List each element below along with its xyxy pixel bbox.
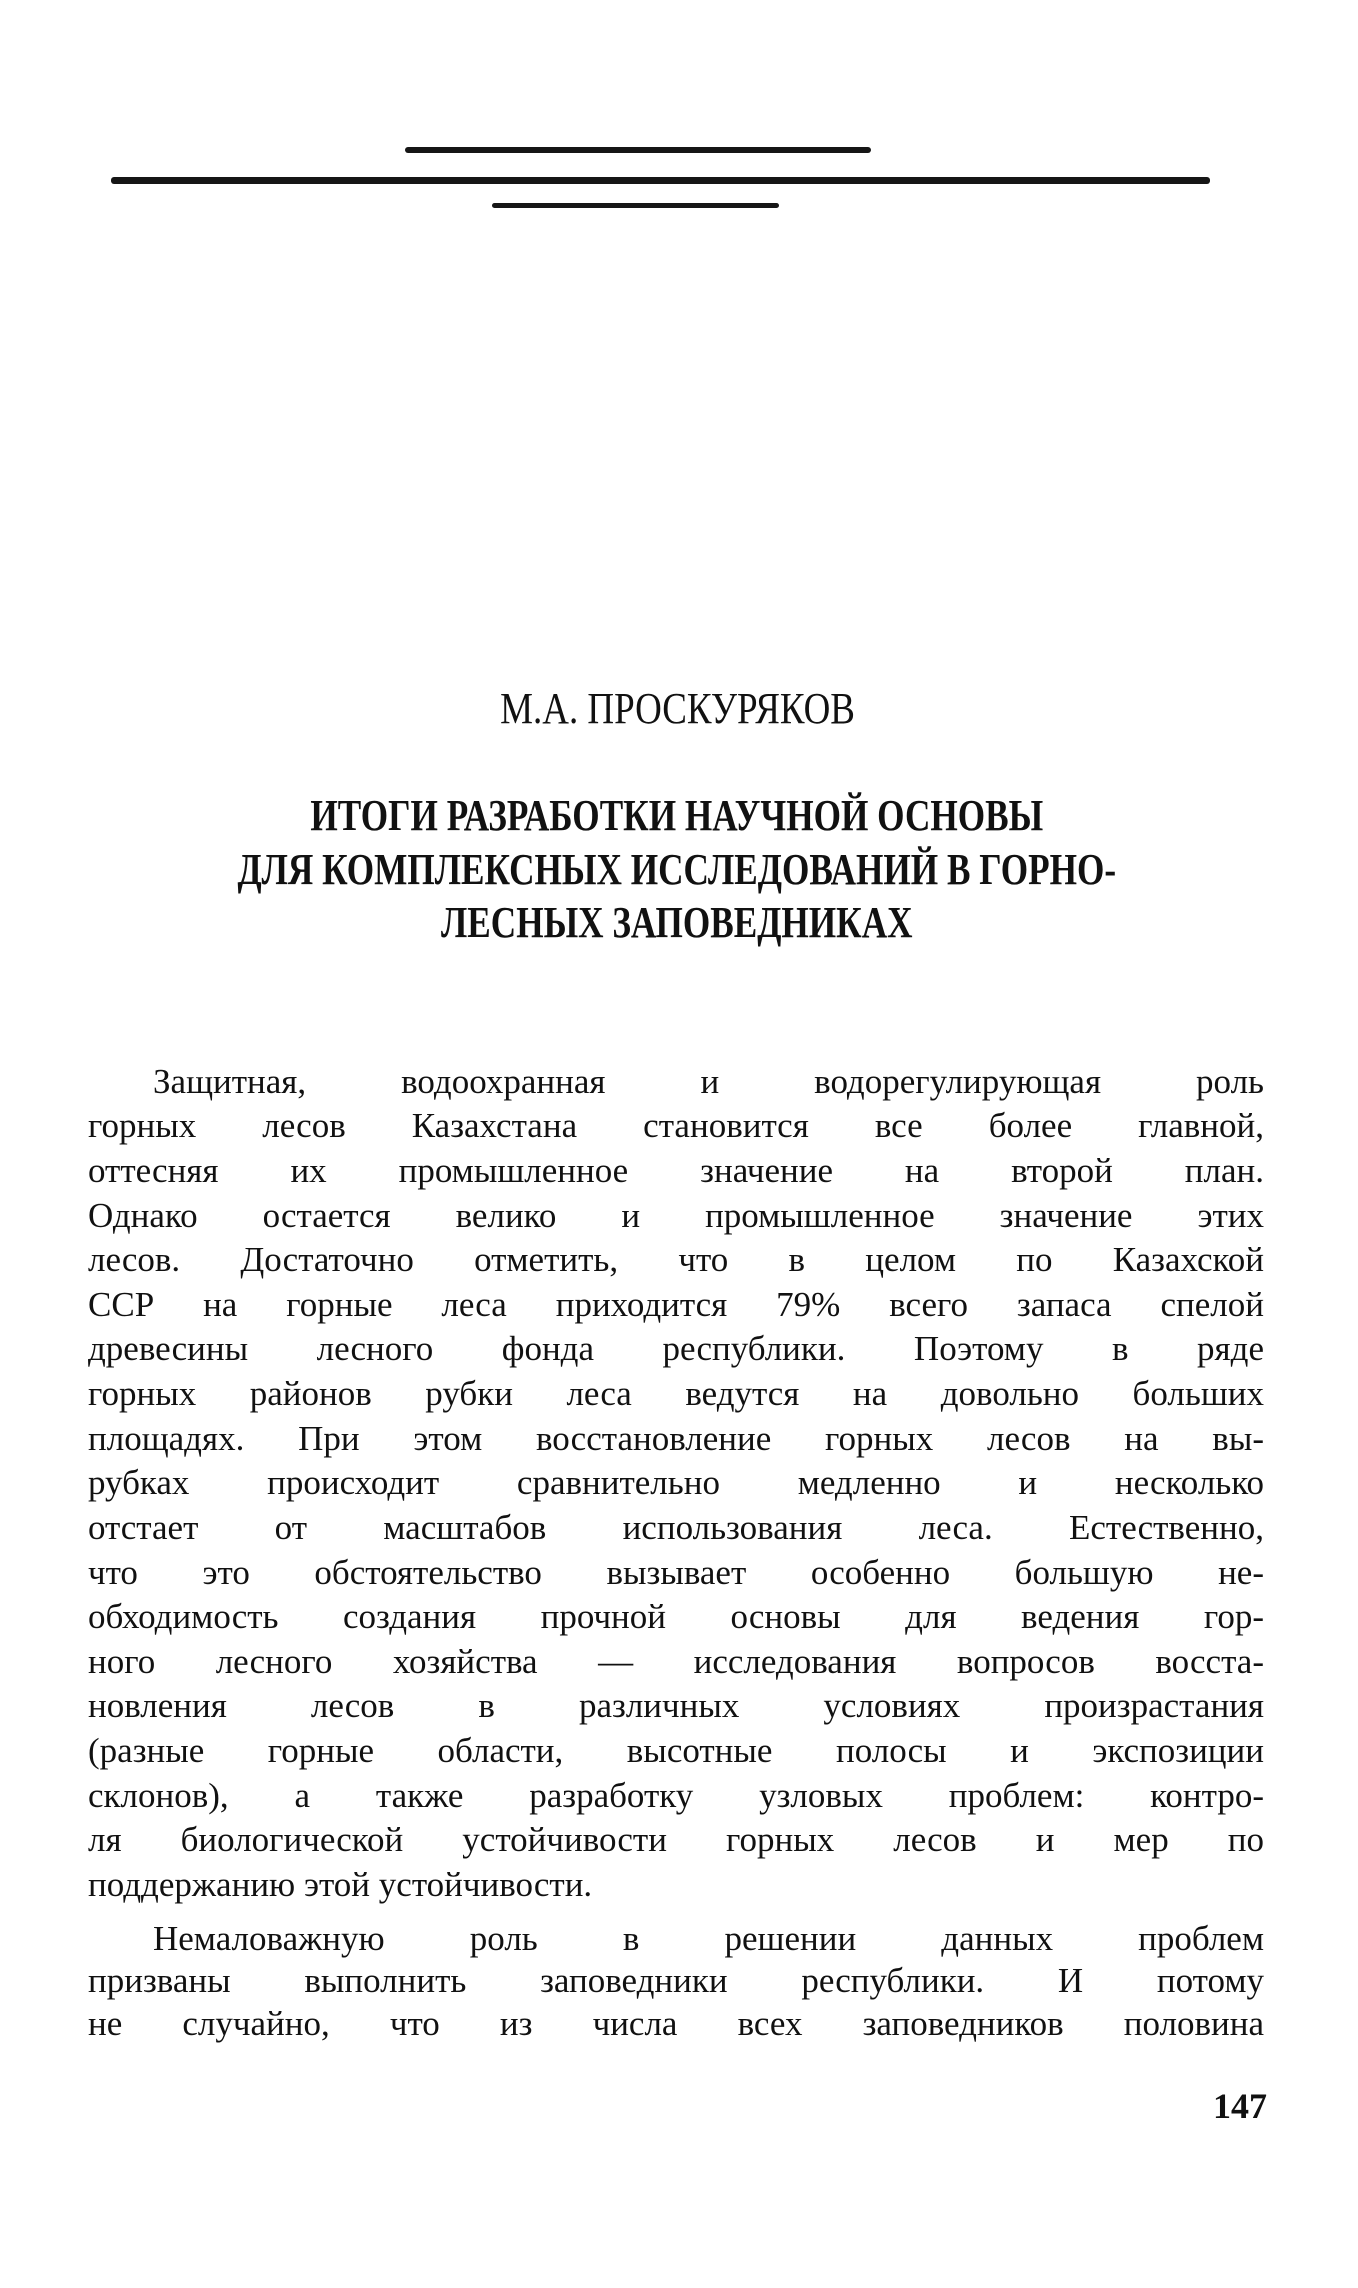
- body-line: что это обстоятельство вызывает особенно большую не-: [88, 1553, 1264, 1592]
- body-line: Однако остается велико и промышленное значение этих: [88, 1196, 1264, 1235]
- article-title-line: ИТОГИ РАЗРАБОТКИ НАУЧНОЙ ОСНОВЫ: [310, 791, 1044, 840]
- body-line: (разные горные области, высотные полосы и экспозиции: [88, 1731, 1264, 1770]
- body-line: поддержанию этой устойчивости.: [88, 1865, 593, 1904]
- body-line: горных лесов Казахстана становится все более главной,: [88, 1106, 1264, 1145]
- ornament-rule-middle: [111, 177, 1210, 184]
- body-line: ля биологической устойчивости горных лесов и мер по: [88, 1820, 1264, 1859]
- article-title-line: ДЛЯ КОМПЛЕКСНЫХ ИССЛЕДОВАНИЙ В ГОРНО-: [237, 845, 1117, 894]
- ornament-rule-bottom: [492, 203, 779, 208]
- body-line: горных районов рубки леса ведутся на довольно больших: [88, 1374, 1264, 1413]
- body-line: оттесняя их промышленное значение на второй план.: [88, 1151, 1264, 1190]
- body-line: древесины лесного фонда республики. Поэтому в ряде: [88, 1329, 1264, 1368]
- body-line: обходимость создания прочной основы для ведения гор-: [88, 1597, 1264, 1636]
- body-line: не случайно, что из числа всех заповедников половина: [88, 2004, 1264, 2043]
- body-line: призваны выполнить заповедники республики. И потому: [88, 1961, 1264, 2000]
- article-title-line: ЛЕСНЫХ ЗАПОВЕДНИКАХ: [441, 898, 913, 947]
- body-line: Защитная, водоохранная и водорегулирующая роль: [153, 1062, 1264, 1101]
- body-line: склонов), а также разработку узловых проблем: контро-: [88, 1776, 1264, 1815]
- body-line: рубках происходит сравнительно медленно и несколько: [88, 1463, 1264, 1502]
- body-line: площадях. При этом восстановление горных лесов на вы-: [88, 1419, 1264, 1458]
- body-line: отстает от масштабов использования леса. Естественно,: [88, 1508, 1264, 1547]
- body-line: новления лесов в различных условиях произрастания: [88, 1686, 1264, 1725]
- body-line: лесов. Достаточно отметить, что в целом по Казахской: [88, 1240, 1264, 1279]
- body-line: ССР на горные леса приходится 79% всего запаса спелой: [88, 1285, 1264, 1324]
- body-line: ного лесного хозяйства — исследования вопросов восста-: [88, 1642, 1264, 1681]
- body-line: Немаловажную роль в решении данных проблем: [153, 1919, 1264, 1958]
- page-number: 147: [1213, 2086, 1267, 2126]
- ornament-rule-top: [405, 147, 871, 153]
- article-author: М.А. ПРОСКУРЯКОВ: [500, 684, 855, 733]
